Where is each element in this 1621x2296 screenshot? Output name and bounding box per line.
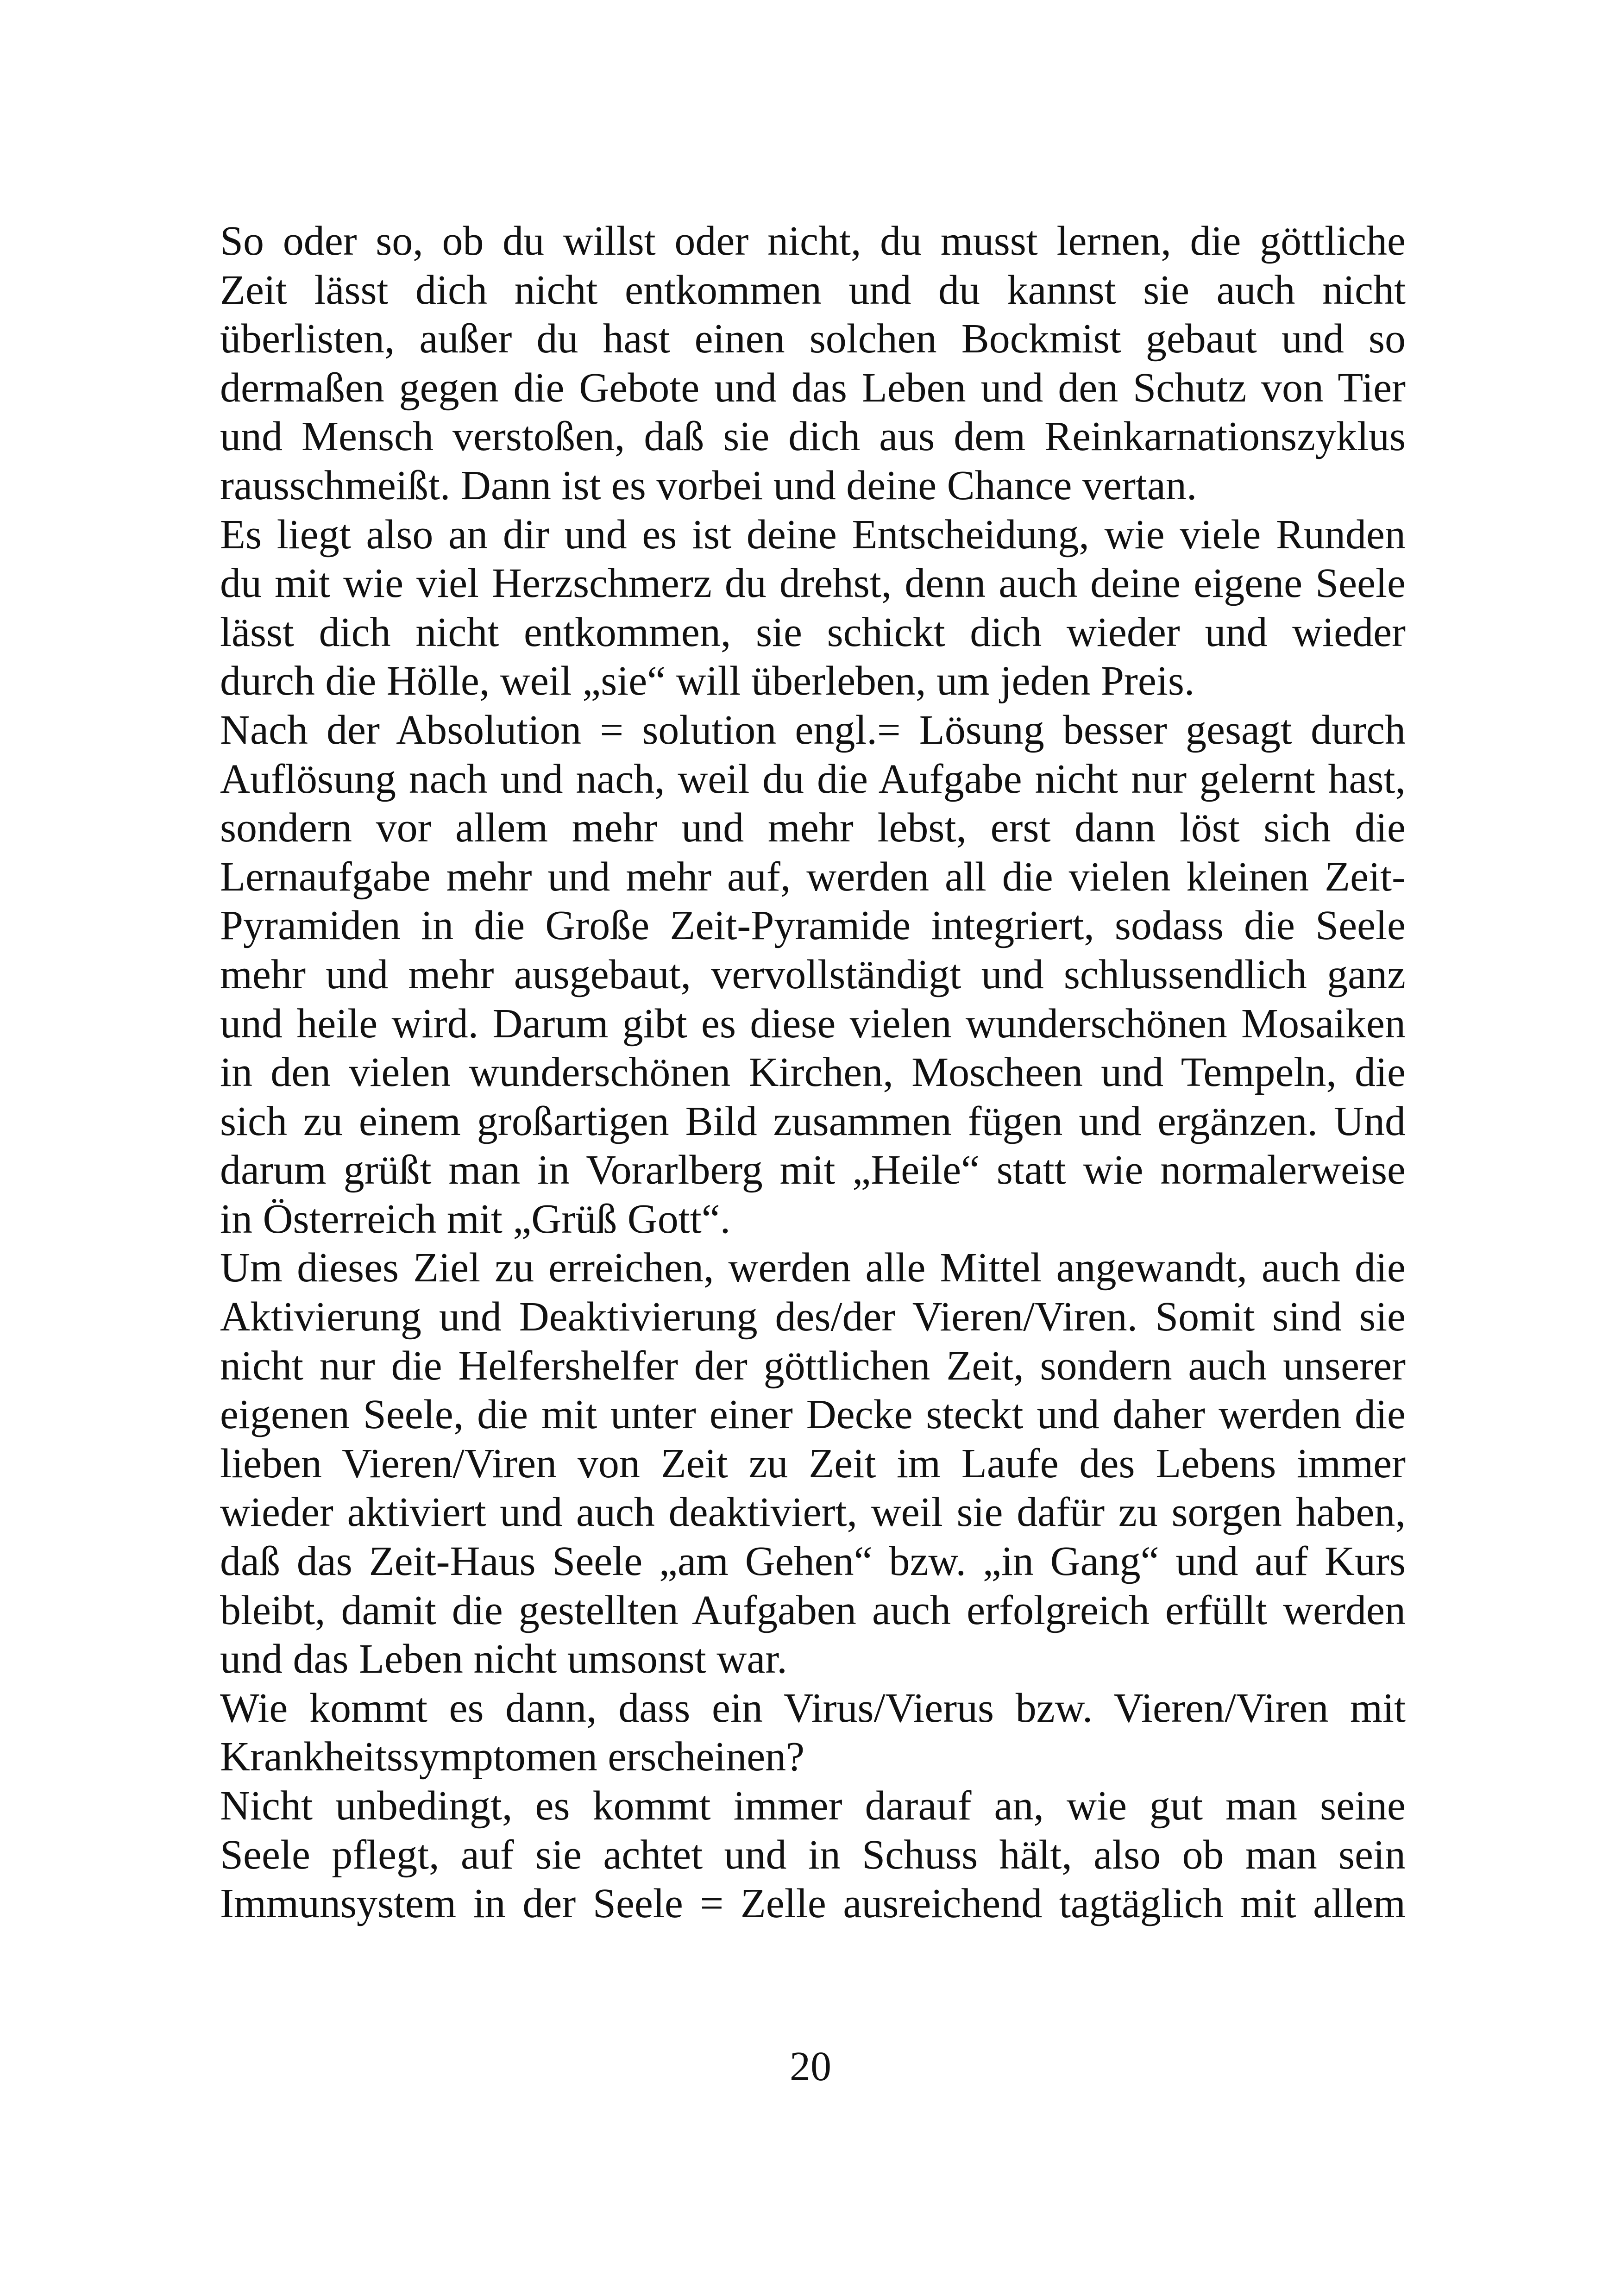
text-line: Seele pflegt, auf sie achtet und in Schuss hält, also ob man sein bbox=[220, 1832, 1406, 1878]
paragraph bbox=[220, 510, 1406, 706]
text-line: daß das Zeit-Haus Seele „am Gehen“ bzw. „in Gang“ und auf Kurs bbox=[220, 1538, 1406, 1585]
text-line: bleibt, damit die gestellten Aufgaben auch erfolgreich erfüllt werden bbox=[220, 1587, 1406, 1633]
text-line: wieder aktiviert und auch deaktiviert, weil sie dafür zu sorgen haben, bbox=[220, 1489, 1406, 1536]
text-line: Zeit lässt dich nicht entkommen und du kannst sie auch nicht bbox=[220, 267, 1406, 313]
text-line: in Österreich mit „Grüß Gott“. bbox=[220, 1196, 731, 1242]
paragraph bbox=[220, 706, 1406, 1244]
text-line: mehr und mehr ausgebaut, vervollständigt und schlussendlich ganz bbox=[220, 951, 1406, 997]
text-line: und Mensch verstoßen, daß sie dich aus dem Reinkarnationszyklus bbox=[220, 414, 1406, 460]
page-number: 20 bbox=[790, 2044, 831, 2089]
text-line: Pyramiden in die Große Zeit-Pyramide integriert, sodass die Seele bbox=[220, 903, 1406, 949]
text-line: und heile wird. Darum gibt es diese vielen wunderschönen Mosaiken bbox=[220, 1000, 1406, 1047]
text-line: eigenen Seele, die mit unter einer Decke steckt und daher werden die bbox=[220, 1392, 1406, 1438]
text-line: Krankheitssymptomen erscheinen? bbox=[220, 1734, 805, 1780]
text-line: in den vielen wunderschönen Kirchen, Moscheen und Tempeln, die bbox=[220, 1049, 1406, 1096]
text-line: Wie kommt es dann, dass ein Virus/Vierus bzw. Vieren/Viren mit bbox=[220, 1685, 1406, 1731]
text-line: lässt dich nicht entkommen, sie schickt dich wieder und wieder bbox=[220, 609, 1406, 655]
text-line: durch die Hölle, weil „sie“ will überleben, um jeden Preis. bbox=[220, 658, 1195, 704]
text-line: Immunsystem in der Seele = Zelle ausreichend tagtäglich mit allem bbox=[220, 1881, 1406, 1927]
text-line: überlisten, außer du hast einen solchen Bockmist gebaut und so bbox=[220, 316, 1406, 362]
text-line: nicht nur die Helfershelfer der göttlichen Zeit, sondern auch unserer bbox=[220, 1342, 1406, 1389]
text-line: Lernaufgabe mehr und mehr auf, werden all die vielen kleinen Zeit- bbox=[220, 853, 1406, 900]
text-line: lieben Vieren/Viren von Zeit zu Zeit im Laufe des Lebens immer bbox=[220, 1440, 1406, 1487]
paragraph bbox=[220, 1782, 1406, 1928]
text-line: Aktivierung und Deaktivierung des/der Vieren/Viren. Somit sind sie bbox=[220, 1294, 1406, 1340]
text-line: rausschmeißt. Dann ist es vorbei und deine Chance vertan. bbox=[220, 462, 1197, 508]
paragraph bbox=[220, 217, 1406, 510]
text-line: Es liegt also an dir und es ist deine Entscheidung, wie viele Runden bbox=[220, 511, 1406, 558]
text-line: Nach der Absolution = solution engl.= Lösung besser gesagt durch bbox=[220, 707, 1406, 753]
text-line: und das Leben nicht umsonst war. bbox=[220, 1636, 787, 1682]
body-text bbox=[220, 217, 1406, 1928]
text-line: sondern vor allem mehr und mehr lebst, erst dann löst sich die bbox=[220, 805, 1406, 851]
text-line: darum grüßt man in Vorarlberg mit „Heile“ statt wie normalerweise bbox=[220, 1147, 1406, 1193]
text-line: Nicht unbedingt, es kommt immer darauf an, wie gut man seine bbox=[220, 1783, 1406, 1829]
text-line: So oder so, ob du willst oder nicht, du musst lernen, die göttliche bbox=[220, 218, 1406, 264]
text-line: Auflösung nach und nach, weil du die Aufgabe nicht nur gelernt hast, bbox=[220, 756, 1406, 802]
text-line: Um dieses Ziel zu erreichen, werden alle Mittel angewandt, auch die bbox=[220, 1245, 1406, 1291]
paragraph bbox=[220, 1684, 1406, 1782]
text-line: dermaßen gegen die Gebote und das Leben und den Schutz von Tier bbox=[220, 364, 1406, 411]
paragraph bbox=[220, 1243, 1406, 1683]
text-line: du mit wie viel Herzschmerz du drehst, denn auch deine eigene Seele bbox=[220, 560, 1406, 607]
text-line: sich zu einem großartigen Bild zusammen fügen und ergänzen. Und bbox=[220, 1098, 1406, 1144]
